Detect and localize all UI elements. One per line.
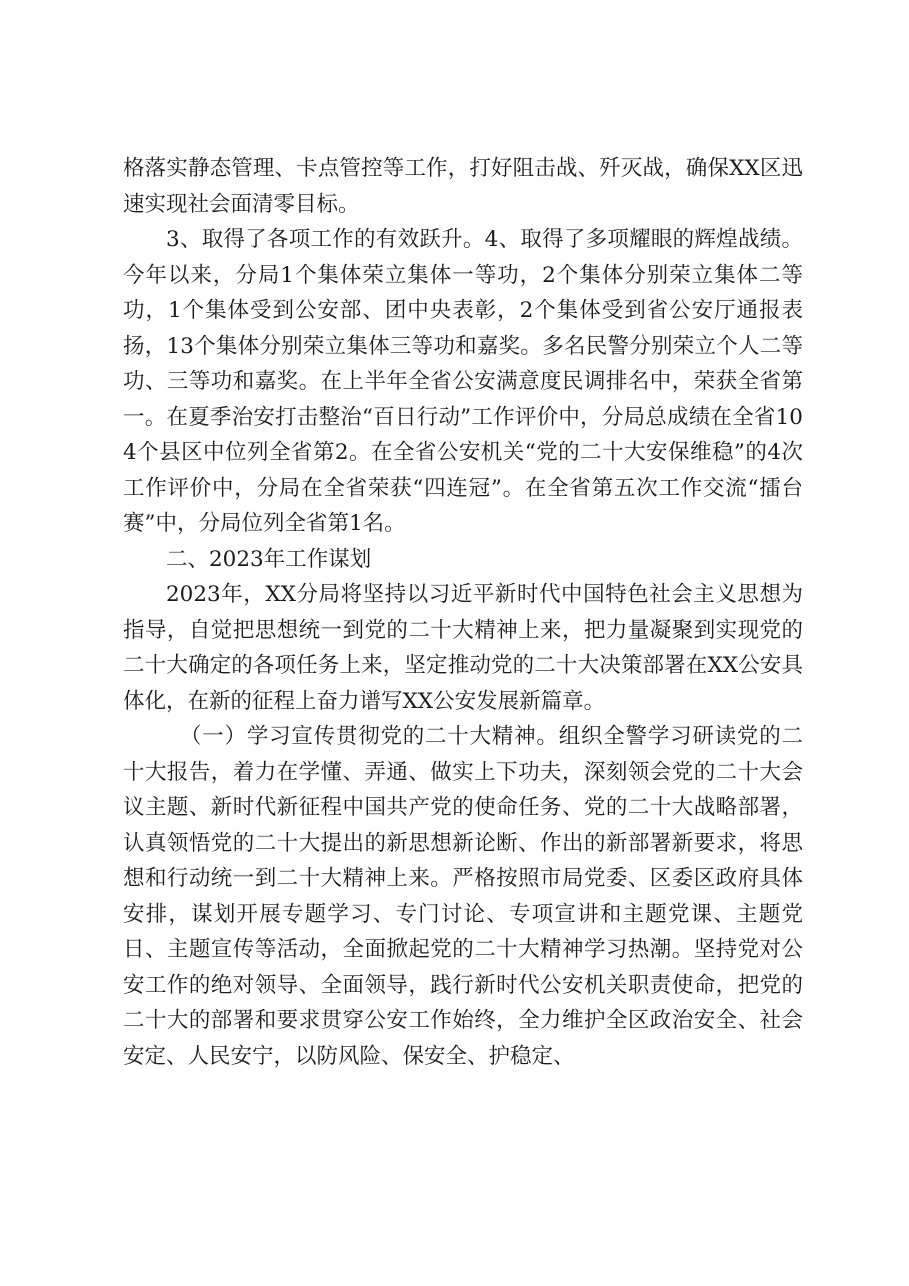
document-body xyxy=(123,151,803,1074)
paragraph-2023-intro: 2023年，XX分局将坚持以习近平新时代中国特色社会主义思想为指导，自觉把思想统一到党的二十大精神上来，把力量凝聚到实现党的二十大确定的各项任务上来，坚定推动党的二十大决策部署在XX公安具体化，在新的征程上奋力谱写XX公安发展新篇章。 xyxy=(123,582,803,714)
paragraph-achievements: 3、取得了各项工作的有效跃升。4、取得了多项耀眼的辉煌战绩。今年以来，分局1个集体荣立集体一等功，2个集体分别荣立集体二等功，1个集体受到公安部、团中央表彰，2个集体受到省公安厅通报表扬，13个集体分别荣立集体三等功和嘉奖。多名民警分别荣立个人二等功、三等功和嘉奖。在上半年全省公安满意度民调排名中，荣获全省第一。在夏季治安打击整治“百日行动”工作评价中，分局总成绩在全省104个县区中位列全省第2。在全省公安机关“党的二十大安保维稳”的4次工作评价中，分局在全省荣获“四连冠”。在全省第五次工作交流“擂台赛”中，分局位列全省第1名。 xyxy=(123,227,803,536)
paragraph-study-spirit: （一）学习宣传贯彻党的二十大精神。组织全警学习研读党的二十大报告，着力在学懂、弄通、做实上下功夫，深刻领会党的二十大会议主题、新时代新征程中国共产党的使命任务、党的二十大战略部署，认真领悟党的二十大提出的新思想新论断、作出的新部署新要求，将思想和行动统一到二十大精神上来。严格按照市局党委、区委区政府具体安排，谋划开展专题学习、专门讨论、专项宣讲和主题党课、主题党日、主题宣传等活动，全面掀起党的二十大精神学习热潮。坚持党对公安工作的绝对领导、全面领导，践行新时代公安机关职责使命，把党的二十大的部署和要求贯穿公安工作始终，全力维护全区政治安全、社会安定、人民安宁，以防风险、保安全、护稳定、 xyxy=(123,724,803,1069)
paragraph-continuation: 格落实静态管理、卡点管控等工作，打好阻击战、歼灭战，确保XX区迅速实现社会面清零目标。 xyxy=(123,156,803,217)
section-heading-2023-plan: 二、2023年工作谋划 xyxy=(166,546,372,572)
